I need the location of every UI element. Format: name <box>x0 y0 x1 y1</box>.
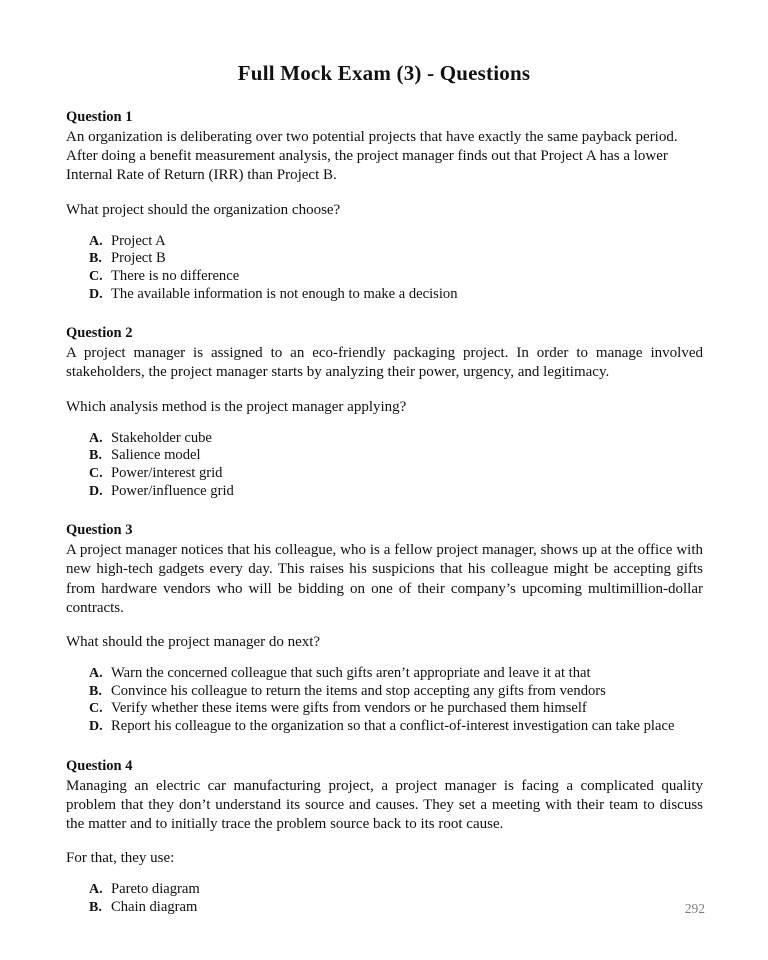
option-text: Stakeholder cube <box>111 429 212 446</box>
option-letter: B. <box>89 448 102 464</box>
section-spacer <box>66 736 703 757</box>
option-text: Pareto diagram <box>111 881 200 898</box>
option-letter: D. <box>89 286 103 302</box>
question-prompt: For that, they use: <box>66 850 175 867</box>
question-prompt: What project should the organization choose? <box>66 201 341 218</box>
question-block-4 <box>66 757 703 917</box>
option-letter: C. <box>89 701 103 717</box>
option-text: Power/interest grid <box>111 464 223 481</box>
list-item[interactable] <box>89 430 703 448</box>
question-body: An organization is deliberating over two potential projects that have exactly the same payback period. After doing a benefit measurement analysis, the project manager finds out that Project A has a lower Internal Rate of Return (IRR) than Project B. <box>66 129 678 184</box>
section-spacer <box>66 500 703 521</box>
option-text: There is no difference <box>111 268 240 284</box>
option-letter: A. <box>89 882 103 898</box>
list-item[interactable] <box>89 683 703 701</box>
question-heading: Question 2 <box>66 325 133 342</box>
answer-options <box>66 665 703 735</box>
list-item[interactable] <box>89 465 703 483</box>
option-text: Project B <box>111 250 166 267</box>
option-text: Verify whether these items were gifts from vendors or he purchased them himself <box>111 700 587 717</box>
option-text: Convince his colleague to return the items and stop accepting any gifts from vendors <box>111 682 606 699</box>
option-letter: D. <box>89 718 103 734</box>
question-body: A project manager is assigned to an eco-friendly packaging project. In order to manage involved stakeholders, the project manager starts by analyzing their power, urgency, and legitimacy. <box>66 345 703 381</box>
question-heading: Question 1 <box>66 109 133 125</box>
question-prompt: Which analysis method is the project manager applying? <box>66 398 407 415</box>
list-item[interactable] <box>89 286 703 304</box>
option-text: The available information is not enough to make a decision <box>111 285 458 302</box>
list-item[interactable] <box>89 483 703 501</box>
question-body: Managing an electric car manufacturing project, a project manager is facing a complicated quality problem that they don’t understand its source and causes. They set a meeting with their team to discuss the matter and to initially trace the problem source back to its root cause. <box>66 777 703 832</box>
option-letter: D. <box>89 483 103 499</box>
option-letter: C. <box>89 269 103 284</box>
section-spacer <box>66 303 703 324</box>
list-item[interactable] <box>89 718 703 736</box>
option-letter: B. <box>89 683 102 699</box>
question-heading: Question 3 <box>66 522 133 539</box>
option-text: Salience model <box>111 447 201 464</box>
option-text: Project A <box>111 232 166 249</box>
option-text: Report his colleague to the organization so that a conflict-of-interest investigation can take place <box>111 717 675 734</box>
answer-options <box>66 430 703 500</box>
list-item[interactable] <box>89 447 703 465</box>
question-block-1 <box>66 108 703 303</box>
option-text: Warn the concerned colleague that such gifts aren’t appropriate and leave it at that <box>111 665 591 682</box>
question-heading: Question 4 <box>66 757 133 774</box>
option-letter: B. <box>89 899 102 915</box>
option-letter: A. <box>89 233 103 249</box>
page-number: 292 <box>684 901 705 916</box>
page-title: Full Mock Exam (3) - Questions <box>237 61 531 86</box>
question-block-3 <box>66 521 703 735</box>
list-item[interactable] <box>89 881 703 899</box>
question-prompt: What should the project manager do next? <box>66 633 321 650</box>
question-body: A project manager notices that his colleague, who is a fellow project manager, shows up at the office with new high-tech gadgets every day. This raises his suspicions that his colleague might be accepting gifts from hardware vendors who will be bidding on one of their company’s upcoming multimillion-dollar contracts. <box>66 542 703 616</box>
option-letter: C. <box>89 465 103 481</box>
list-item[interactable] <box>89 665 703 683</box>
questions-container <box>66 108 703 917</box>
list-item[interactable] <box>89 233 703 251</box>
option-text: Power/influence grid <box>111 482 234 499</box>
option-letter: B. <box>89 251 102 267</box>
question-block-2 <box>66 324 703 500</box>
list-item[interactable] <box>89 250 703 268</box>
list-item[interactable] <box>89 268 703 286</box>
option-letter: A. <box>89 430 103 446</box>
option-letter: A. <box>89 666 103 682</box>
list-item[interactable] <box>89 700 703 718</box>
answer-options <box>66 233 703 303</box>
option-text: Chain diagram <box>111 898 198 915</box>
